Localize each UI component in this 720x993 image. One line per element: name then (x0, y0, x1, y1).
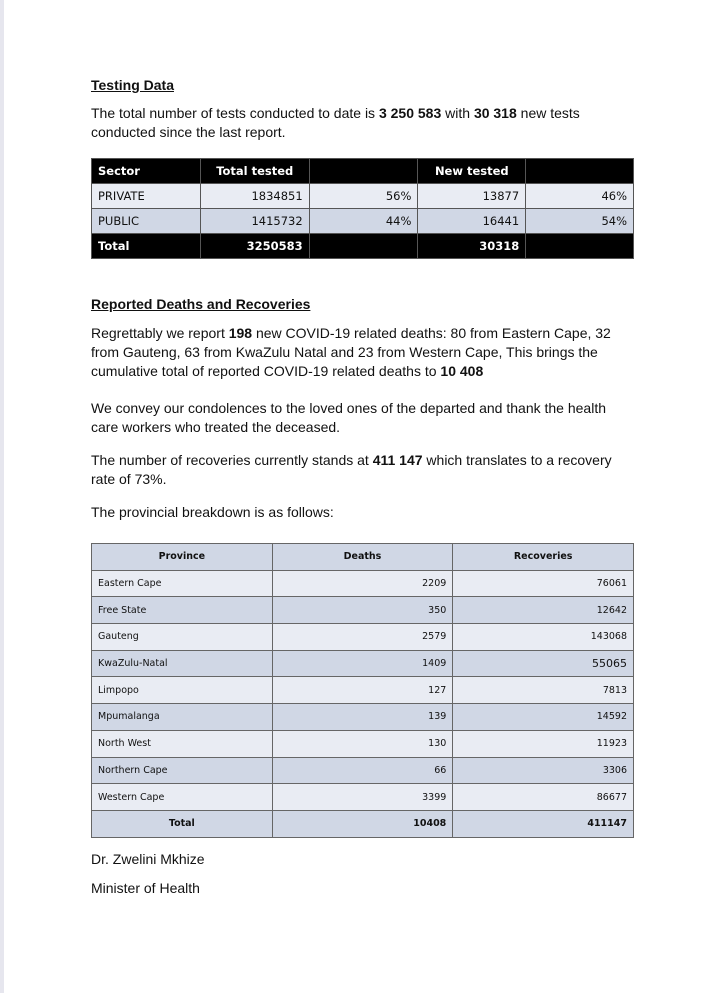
total-cell: 1834851 (200, 184, 309, 209)
province-name: Eastern Cape (92, 570, 273, 597)
testing-intro (91, 104, 636, 142)
table-row (92, 184, 634, 209)
table-row (92, 757, 634, 784)
province-name: Gauteng (92, 624, 273, 651)
table-row (92, 570, 634, 597)
recoveries-paragraph (91, 451, 636, 489)
table-row (92, 784, 634, 811)
total-pct-cell: 56% (309, 184, 418, 209)
text: Regrettably we report (91, 325, 229, 341)
table-row (92, 730, 634, 757)
new-deaths-value: 198 (228, 325, 253, 341)
recoveries-cell: 55065 (453, 650, 634, 677)
deaths-cell: 3399 (272, 784, 453, 811)
province-name: Western Cape (92, 784, 273, 811)
deaths-cell: 127 (272, 677, 453, 704)
total-pct-cell: 44% (309, 209, 418, 234)
total-label: Total (92, 810, 273, 837)
deaths-cell: 1409 (272, 650, 453, 677)
signatory-name: Dr. Zwelini Mkhize (91, 851, 205, 867)
recoveries-cell: 3306 (453, 757, 634, 784)
cumulative-deaths-value: 10 408 (440, 363, 484, 379)
table-row (92, 624, 634, 651)
testing-table (91, 158, 634, 259)
deaths-cell: 2579 (272, 624, 453, 651)
table-header-row (92, 544, 634, 571)
header-sector: Sector (92, 159, 201, 184)
empty-cell (309, 234, 418, 259)
table-row (92, 677, 634, 704)
table-row (92, 650, 634, 677)
recoveries-cell: 76061 (453, 570, 634, 597)
province-name: North West (92, 730, 273, 757)
recoveries-cell: 143068 (453, 624, 634, 651)
table-total-row (92, 810, 634, 837)
province-name: Northern Cape (92, 757, 273, 784)
table-total-row (92, 234, 634, 259)
province-name: Mpumalanga (92, 704, 273, 731)
deaths-cell: 139 (272, 704, 453, 731)
header-deaths: Deaths (272, 544, 453, 571)
header-province: Province (92, 544, 273, 571)
deaths-cell: 66 (272, 757, 453, 784)
header-recoveries: Recoveries (453, 544, 634, 571)
deaths-paragraph (91, 324, 636, 381)
empty-cell (526, 234, 634, 259)
total-cell: 1415732 (200, 209, 309, 234)
new-pct-cell: 54% (526, 209, 634, 234)
total-label: Total (92, 234, 201, 259)
recoveries-cell: 11923 (453, 730, 634, 757)
table-header-row (92, 159, 634, 184)
new-tested-sum: 30318 (418, 234, 526, 259)
province-name: Free State (92, 597, 273, 624)
recoveries-cell: 12642 (453, 597, 634, 624)
signatory-title: Minister of Health (91, 880, 200, 896)
table-row (92, 209, 634, 234)
new-cell: 16441 (418, 209, 526, 234)
text: new tests conducted since the last report. (91, 105, 580, 140)
province-name: Limpopo (92, 677, 273, 704)
deaths-cell: 2209 (272, 570, 453, 597)
text: The number of recoveries currently stands at (91, 452, 373, 468)
header-new-tested: New tested (418, 159, 526, 184)
text: new COVID-19 related deaths: 80 from Eastern Cape, 32 from Gauteng, 63 from KwaZulu Natal and 23 from Western Cape, This brings the cumulative total of reported COVID-19 related deaths to (91, 325, 611, 379)
text: which translates to a recovery rate of 73%. (91, 452, 612, 487)
recoveries-cell: 14592 (453, 704, 634, 731)
total-recoveries: 411147 (453, 810, 634, 837)
header-new-pct (526, 159, 634, 184)
recoveries-cell: 7813 (453, 677, 634, 704)
recoveries-cell: 86677 (453, 784, 634, 811)
sector-cell: PRIVATE (92, 184, 201, 209)
total-deaths: 10408 (272, 810, 453, 837)
condolences-paragraph: We convey our condolences to the loved ones of the departed and thank the health care workers who treated the deceased. (91, 400, 606, 435)
new-tests-value: 30 318 (473, 105, 517, 121)
recoveries-value: 411 147 (372, 452, 423, 468)
page-edge (0, 0, 4, 993)
total-tested-sum: 3250583 (200, 234, 309, 259)
testing-heading: Testing Data (91, 77, 174, 93)
new-pct-cell: 46% (526, 184, 634, 209)
province-table (91, 543, 634, 838)
text: The total number of tests conducted to date is (91, 105, 379, 121)
table-row (92, 704, 634, 731)
new-cell: 13877 (418, 184, 526, 209)
text: with (441, 105, 474, 121)
deaths-cell: 350 (272, 597, 453, 624)
breakdown-intro: The provincial breakdown is as follows: (91, 504, 334, 520)
deaths-cell: 130 (272, 730, 453, 757)
header-total-tested: Total tested (200, 159, 309, 184)
deaths-heading: Reported Deaths and Recoveries (91, 296, 311, 312)
table-row (92, 597, 634, 624)
province-name: KwaZulu-Natal (92, 650, 273, 677)
sector-cell: PUBLIC (92, 209, 201, 234)
header-total-pct (309, 159, 418, 184)
total-tests-value: 3 250 583 (378, 105, 442, 121)
